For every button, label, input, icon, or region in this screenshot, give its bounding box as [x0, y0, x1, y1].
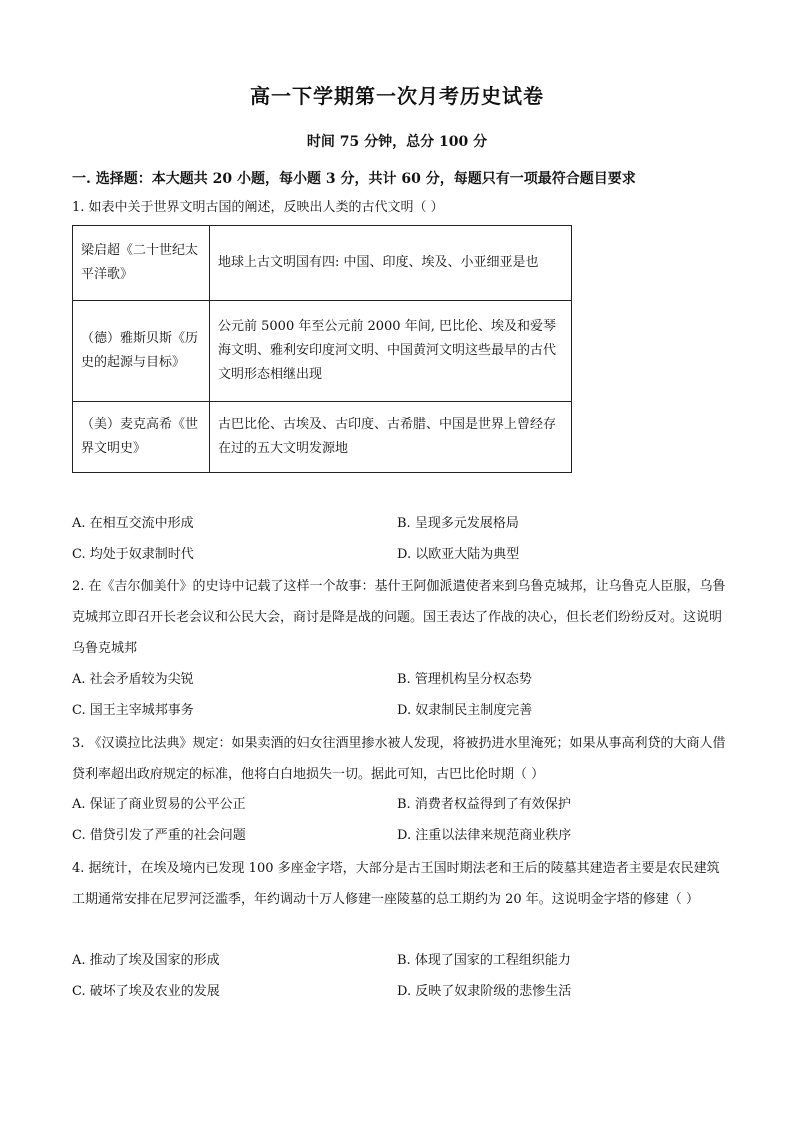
question-1-stem: 1. 如表中关于世界文明古国的阐述，反映出人类的古代文明（ ）: [72, 200, 444, 215]
option-d: D. 反映了奴隶阶级的悲惨生活: [397, 984, 572, 999]
option-c: C. 借贷引发了严重的社会问题: [72, 828, 246, 843]
option-d: D. 注重以法律来规范商业秩序: [397, 828, 572, 843]
option-a: A. 社会矛盾较为尖锐: [72, 672, 194, 687]
option-a: A. 保证了商业贸易的公平公正: [72, 797, 246, 812]
table-cell-content: 公元前 5000 年至公元前 2000 年间, 巴比伦、埃及和爱琴海文明、雅利安印度河文明、中国黄河文明这些最早的古代文明形态相继出现: [210, 301, 572, 402]
table-cell-source: （德）雅斯贝斯《历史的起源与目标》: [73, 301, 210, 402]
option-b: B. 体现了国家的工程组织能力: [397, 953, 571, 968]
question-4-stem: 4. 据统计，在埃及境内已发现 100 多座金字塔，大部分是古王国时期法老和王后的陵墓其建造者主要是农民建筑工期通常安排在尼罗河泛滥季，年约调动十万人修建一座陵墓的总工期约为 20 年。这说明金字塔的修建（ ）: [72, 861, 720, 907]
table-cell-source: 梁启超《二十世纪太平洋歌》: [73, 226, 210, 301]
table-row: [73, 402, 572, 473]
table-row: [73, 226, 572, 301]
option-d: D. 以欧亚大陆为典型: [397, 547, 520, 562]
option-a: A. 在相互交流中形成: [72, 516, 194, 531]
question-1-table: [72, 225, 572, 473]
table-cell-source: （美）麦克高希《世界文明史》: [73, 402, 210, 473]
option-a: A. 推动了埃及国家的形成: [72, 953, 220, 968]
option-b: B. 呈现多元发展格局: [397, 516, 519, 531]
option-c: C. 国王主宰城邦事务: [72, 703, 194, 718]
exam-subtitle: 时间 75 分钟，总分 100 分: [306, 134, 488, 150]
question-3-stem: 3. 《汉谟拉比法典》规定：如果卖酒的妇女往酒里掺水被人发现，将被扔进水里淹死；如果从事高利贷的大商人借贷利率超出政府规定的标准，他将白白地损失一切。据此可知，古巴比伦时期（ ）: [72, 736, 726, 782]
option-b: B. 管理机构呈分权态势: [397, 672, 532, 687]
option-d: D. 奴隶制民主制度完善: [397, 703, 533, 718]
option-c: C. 破坏了埃及农业的发展: [72, 984, 220, 999]
table-cell-content: 古巴比伦、古埃及、古印度、古希腊、中国是世界上曾经存在过的五大文明发源地: [210, 402, 572, 473]
option-c: C. 均处于奴隶制时代: [72, 547, 194, 562]
section-heading: 一. 选择题：本大题共 20 小题，每小题 3 分，共计 60 分，每题只有一项最符合题目要求: [72, 171, 636, 187]
table-cell-content: 地球上古文明国有四: 中国、印度、埃及、小亚细亚是也: [210, 226, 572, 301]
table-row: [73, 301, 572, 402]
exam-title: 高一下学期第一次月考历史试卷: [250, 84, 544, 108]
option-b: B. 消费者权益得到了有效保护: [397, 797, 571, 812]
question-2-stem: 2. 在《吉尔伽美什》的史诗中记载了这样一个故事：基什王阿伽派遣使者来到乌鲁克城邦，让乌鲁克人臣服，乌鲁克城邦立即召开长老会议和公民大会，商讨是降是战的问题。国王表达了作战的决心，但长老们纷纷反对。这说明乌鲁克城邦: [72, 579, 726, 656]
